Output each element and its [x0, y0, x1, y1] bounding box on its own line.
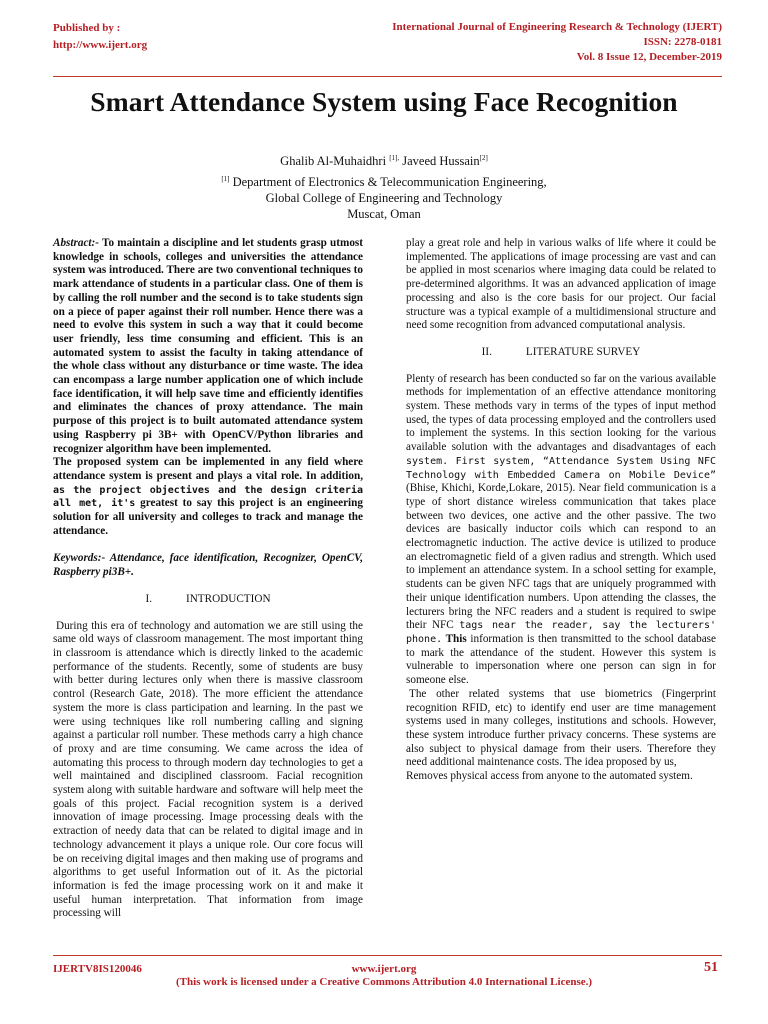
author-block: [0, 153, 768, 222]
section-title: LITERATURE SURVEY: [525, 345, 641, 358]
introduction-text: During this era of technology and automation we are still using the same old ways of classroom management. The most important thing in classroom is attendance which is directly linked to the academic performance of the students. Recently, some of students are busy with better during lectures only when there is massive classroom control (Research Gate, 2018). The more efficient the attendance system the more is class participation and learning. In the past we were using techniques like roll numbering calling and signing against a particular roll number. These methods carry a high chance of proxy and are time consuming. We came across the idea of automating this process to through modern day technologies to get a well maintained and disciplined classroom. Facial recognition system along with suitable hardware and software will help meet the goals of this project. Facial recognition system is a derived innovation of image processing. Image processing deals with the extraction of needy data that can be related to digital image and in technology advancement it plays a unique role. Our core focus will be on receiving digital images and then making use of programs and algorithms to get useful Information out of it. As the pictorial information is fed the image processing work on it and make it useful human interpretation. That information from image processing will: [53, 619, 363, 920]
abstract: [53, 237, 363, 456]
license-notice: (This work is licensed under a Creative Commons Attribution 4.0 International License.): [175, 976, 593, 988]
keywords-text: Attendance, face identification, Recognizer, OpenCV, Raspberry pi3B+.: [53, 552, 363, 579]
affiliation-ref: [1]: [221, 174, 230, 183]
lit-text-a: Plenty of research has been conducted so far on the various available methods for implementation of an effective attendance monitoring system. These methods vary in terms of the types of input method used, the types of data processing employed and the controllers used to implement the systems. In this section looking for the various available solution with the advantages and disadvantages of each: [406, 372, 716, 454]
paper-id: IJERTV8IS120046: [53, 963, 142, 975]
author-2: Javeed Hussain: [402, 154, 480, 168]
introduction-continued: play a great role and help in various walks of life where it could be implemented. The applications of image processing are vast and can be applied in most scenarios where imaging data could be related to pre-determined algorithms. It was an advanced application of image processing and also is the core basis for our project. Our facial structure was a typical example of a multidimensional structure and need some recognition from advanced computational analysis.: [406, 237, 716, 332]
section-heading-literature-survey: [406, 346, 716, 360]
keywords-label: Keywords:-: [53, 552, 106, 565]
author-1-ref: [1],: [389, 153, 400, 162]
paper-title: Smart Attendance System using Face Recognition: [90, 86, 678, 117]
lit-bold-word: This: [442, 632, 467, 645]
page-number: 51: [704, 960, 718, 975]
author-line: [0, 153, 768, 169]
affiliation-line-1: [0, 174, 768, 190]
header-left: [53, 20, 147, 54]
section-title: INTRODUCTION: [186, 592, 271, 605]
published-by: Published by :: [53, 22, 121, 34]
abstract-paragraph-2: [53, 456, 363, 538]
abstract-text-2a: The proposed system can be implemented in any field where attendance system is present and plays a vital role. In addition,: [53, 456, 363, 482]
footer-website[interactable]: www.ijert.org: [351, 963, 417, 975]
section-number: II.: [481, 345, 492, 358]
footer-divider: [53, 955, 722, 956]
right-column: [406, 237, 716, 784]
lit-mono-citation: system. First system, “Attendance System Using NFC Technology with Embedded Camera on Mobile Device”: [406, 455, 716, 481]
literature-paragraph-2: The other related systems that use biometrics (Fingerprint recognition RFID, etc) to identify end user are time management systems used in many colleges, institutions and schools. However, these system introduce further privacy concerns. These systems are also subject to physical damage from their users. Therefore they need additional maintenance costs. The idea proposed by us,: [406, 687, 716, 769]
lit-text-c: information is then transmitted to the school database to mark the attendance of the student. However this system is vulnerable to impersonation where one person can sign in for someone else.: [406, 632, 716, 687]
volume-issue: Vol. 8 Issue 12, December-2019: [576, 51, 722, 63]
left-column: [53, 237, 363, 921]
section-number: I.: [145, 592, 152, 605]
author-2-ref: [2]: [479, 153, 488, 162]
journal-name: International Journal of Engineering Research & Technology (IJERT): [392, 21, 722, 33]
affiliation-location: Muscat, Oman: [347, 207, 421, 221]
keywords: [53, 552, 363, 579]
lit-mono-phrase: tags near the reader, say the lecturers' phone.: [406, 620, 716, 645]
author-1: Ghalib Al-Muhaidhri: [280, 154, 387, 168]
abstract-text-2b: as the project objectives and the design criteria all met, it's: [53, 484, 363, 510]
abstract-label: Abstract:-: [53, 237, 99, 249]
lit-text-b: (Bhise, Khichi, Korde,Lokare, 2015). Near field communication is a type of short distance wireless communication that takes place between two devices, one active and the other passive. The two devices are basically inductor coils which can respond to an electromagnetic induction. The active device is utilized to produce an electromagnetic field of a given radius and strength. Which used to implement an attendance system. In a school setting for example, students can be given NFC tags that are uniquely programmed with their unique identification numbers. Upon attending the classes, the lecturers bring the NFC readers and a student is required to swipe their NFC: [406, 482, 716, 632]
header-divider: [53, 76, 722, 77]
literature-paragraph-1: [406, 373, 716, 688]
footer-center: [0, 963, 768, 989]
section-heading-introduction: [53, 593, 363, 607]
issn: ISSN: 2278-0181: [643, 36, 722, 48]
literature-paragraph-3: Removes physical access from anyone to the automated system.: [406, 770, 693, 783]
abstract-text-2c: greatest to say this project is an engineering solution for all university and colleges to track and manage the attendance.: [53, 497, 363, 537]
publisher-website[interactable]: http://www.ijert.org: [53, 39, 148, 51]
affiliation-college: Global College of Engineering and Technology: [265, 191, 503, 205]
affiliation-department: Department of Electronics & Telecommunication Engineering,: [232, 175, 547, 189]
header-right: [392, 20, 722, 65]
abstract-text-1: To maintain a discipline and let students grasp utmost knowledge in schools, colleges and universities the attendance system was introduced. There are two conventional techniques to mark attendance of students in a particular class. One of them is by calling the roll number and the second is to take students sign on a piece of paper against their roll number. Hence there was a need to evolve this system in such a way that it could become user friendly, less time consuming and efficient. This is an automated system to assist the faculty in taking attendance of the whole class without any disturbance or time waste. The idea can encompass a large number application one of which include face identification, it will help save time and efficiently identifies and eliminates the chances of proxy attendance. The main purpose of this project is to built automated attendance system using Raspberry pi 3B+ with OpenCV/Python libraries and recognizer algorithm have been implemented.: [53, 237, 363, 455]
